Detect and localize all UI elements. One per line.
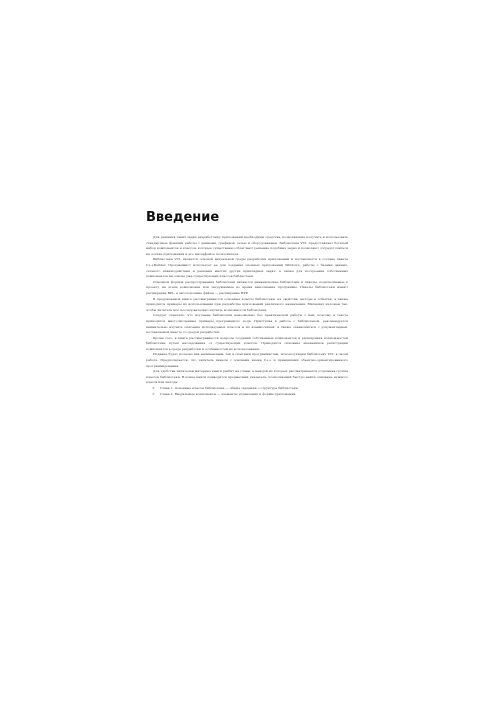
bullet-arrow-icon: ➢ xyxy=(152,386,155,391)
bullet-text: Глава 2. Визуальные компоненты — элементы управления и формы приложения xyxy=(160,391,296,396)
paragraph: Для решения таких задач разработчику приложений необходимы средства, позволяющие получать и использовать стандартные функции работы с данными, графикой, сетью и оборудованием. Библиотека VCL предоставляет богатый набор компонентов и классов, которые существенно облегчают решение подобных задач и позволяют сосредоточиться на логике приложения и его интерфейсе пользователя. xyxy=(146,235,348,256)
chapter-title: Введение xyxy=(146,210,220,225)
paragraph: Следует отметить, что изучение библиотеки невозможно без практической работы с ней, поэтому в тексте приводятся многочисленные примеры программного кода. Приступая к работе с библиотекой, рекомендуется внимательно изучить описание используемых классов и их взаимосвязей, а также ознакомиться с документацией, поставляемой вместе со средой разработки. xyxy=(146,313,348,335)
paragraph: Для удобства читателей материал книги разбит на главы, в каждой из которых рассматривается отдельная группа классов библиотеки. В конце книги приводится предметный указатель, позволяющий быстро найти описание нужного класса или метода: xyxy=(146,369,348,385)
body-text xyxy=(146,235,348,397)
bullet-text: Глава 1. Основные классы библиотеки — общие сведения о структуре библиотеки xyxy=(160,386,298,391)
bullet-arrow-icon: ➢ xyxy=(152,391,155,396)
paragraph: Основной формой распространения библиотеки являются динамические библиотеки и пакеты, подключаемые к проекту на этапе компоновки или загружаемые во время выполнения программы. Пакеты библиотеки имеют расширение BPL, а заголовочные файлы — расширение HPP. xyxy=(146,279,348,295)
bullet-item xyxy=(146,392,348,398)
paragraph: В предлагаемой книге рассматриваются основные классы библиотеки, их свойства, методы и события, а также приводятся примеры их использования при разработке приложений различного назначения. Материал изложен так, чтобы читатель мог последовательно изучить возможности библиотеки. xyxy=(146,296,348,312)
bullet-list xyxy=(146,386,348,397)
paragraph: Кроме того, в книге рассматриваются вопросы создания собственных компонентов и расширения возможностей библиотеки путем наследования от существующих классов. Приводится описание механизмов регистрации компонентов в среде разработки и особенностей их использования. xyxy=(146,335,348,351)
document-page xyxy=(146,210,348,397)
paragraph: Издание будет полезно как начинающим, так и опытным программистам, использующим библиотеку VCL в своей работе. Предполагается, что читатель знаком с основами языка C++ и принципами объектно-ориентированного программирования. xyxy=(146,352,348,368)
paragraph: Библиотека VCL является основой визуальной среды разработки приложений и поставляется в составе пакета C++Builder. Программист использует ее для создания оконных приложений Windows, работы с базами данных, сетевого взаимодействия и решения многих других прикладных задач, а также для построения собственных компонентов на основе уже существующих классов библиотеки. xyxy=(146,257,348,279)
